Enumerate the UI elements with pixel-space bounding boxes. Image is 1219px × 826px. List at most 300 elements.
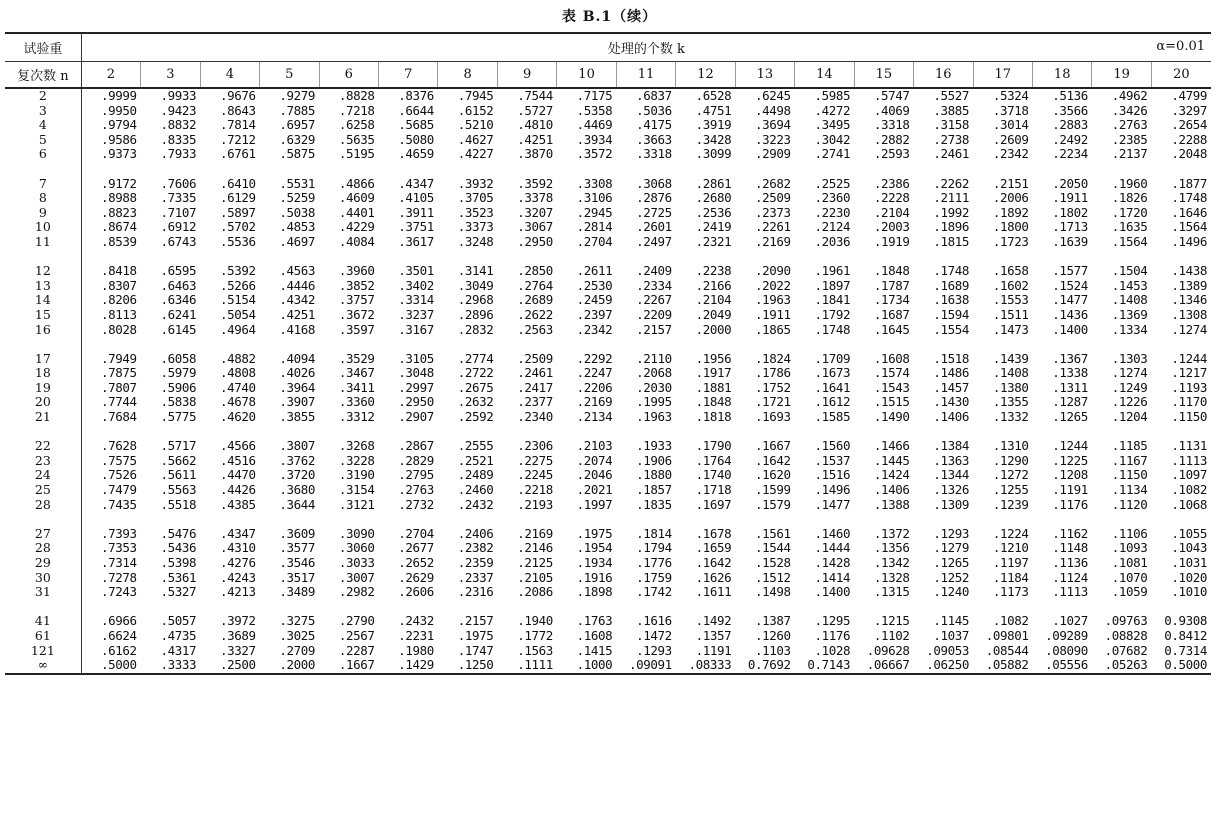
value-cell: .1113 [1052,584,1088,600]
value-cell: .1265 [1052,409,1088,425]
value-cell: 0.9308 [1164,613,1207,629]
value-cell: .1170 [1171,394,1207,410]
value-cell: .3333 [141,658,200,674]
value-cell: .2110 [636,350,672,366]
value-cell: .2169 [576,394,613,410]
value-cell: .3577 [279,540,316,556]
value-cell: .2022 [755,277,791,293]
value-cell: .3517 [279,569,316,585]
value-cell: .1055 [1171,525,1207,541]
value-cell: .2419 [695,219,732,235]
value-cell: .2151 [992,175,1029,191]
value-cell: .3121 [338,496,375,512]
table-row [5,571,1211,586]
value-cell: .1940 [517,613,553,629]
value-cell: .4659 [398,146,434,162]
value-cell: .6145 [160,321,197,337]
value-cell: .1608 [576,627,613,643]
value-cell: .1917 [695,365,732,381]
value-cell: .6837 [636,88,672,103]
value-cell: .3411 [338,379,375,395]
value-cell: .2377 [517,394,553,410]
table-row [5,104,1211,119]
value-cell: .3597 [338,321,375,337]
value-cell: .3694 [755,117,791,133]
value-cell: .06250 [914,658,973,674]
header-row-k [5,62,1211,89]
value-cell: .1428 [814,555,851,570]
k-column-header: 6 [319,62,378,89]
value-cell: .1167 [1111,452,1148,468]
spacer-cell [5,250,81,265]
value-cell: .5527 [933,88,970,103]
value-cell: .4446 [279,277,316,293]
value-cell: .5906 [160,379,197,395]
value-cell: 0.7143 [795,658,854,674]
value-cell: .1176 [814,627,851,643]
value-cell: .4251 [279,306,316,322]
value-cell: .3033 [338,555,375,570]
value-cell: .2530 [576,277,613,293]
value-cell: .5536 [219,233,256,249]
value-cell: .2006 [992,190,1029,206]
value-cell: .1191 [695,642,732,658]
value-cell: .1992 [933,204,970,220]
value-cell: .1723 [992,233,1029,249]
value-cell: .1293 [933,525,970,541]
value-cell: .5195 [338,146,375,162]
n-cell: 9 [5,206,81,221]
value-cell: .6644 [398,102,434,118]
value-cell: .1646 [1171,204,1207,220]
value-cell: .2500 [200,658,259,674]
value-cell: .1748 [1171,190,1207,206]
value-cell: .2593 [873,146,910,162]
value-cell: .1111 [497,658,556,674]
n-cell: 23 [5,454,81,469]
value-cell: .1310 [992,438,1029,454]
value-cell: .4563 [279,263,316,279]
value-cell: .1504 [1111,263,1148,279]
value-cell: .3248 [457,233,494,249]
value-cell: .1802 [1052,204,1088,220]
value-cell: .1334 [1111,321,1148,337]
value-cell: .2432 [398,613,434,629]
value-cell: .1477 [814,496,851,512]
value-cell: .1037 [933,627,970,643]
value-cell: .3402 [398,277,434,293]
value-cell: .1326 [933,482,970,498]
value-cell: .9172 [101,175,137,191]
value-cell: .1906 [636,452,672,468]
value-cell: .5038 [279,204,316,220]
value-cell: .6743 [160,233,197,249]
value-cell: .1208 [1052,467,1088,483]
value-cell: .08090 [1045,642,1088,658]
value-cell: .1960 [1111,175,1148,191]
value-cell: .09801 [985,627,1029,643]
value-cell: .5036 [636,102,672,118]
spacer-cell [81,600,1211,615]
value-cell: .1355 [992,394,1029,410]
value-cell: .3644 [279,496,316,512]
value-cell: .4620 [219,409,256,425]
value-cell: .3042 [814,131,851,147]
value-cell: .1786 [755,365,791,381]
value-cell: .5662 [160,452,197,468]
value-cell: .1239 [992,496,1029,512]
value-cell: .2907 [398,409,434,425]
value-cell: .3373 [457,219,494,235]
spacer-cell [5,600,81,615]
value-cell: .2169 [755,233,791,249]
value-cell: .7479 [101,482,137,498]
value-cell: .3964 [279,379,316,395]
value-cell: .1997 [576,496,613,512]
value-cell: .2306 [517,438,553,454]
value-cell: .3207 [517,204,553,220]
value-cell: .06667 [854,658,913,674]
value-cell: .1274 [1111,365,1148,381]
value-cell: .1492 [695,613,732,629]
value-cell: .2722 [457,365,494,381]
value-cell: .3546 [279,555,316,570]
value-cell: .4962 [1111,88,1148,103]
value-cell: .2157 [636,321,672,337]
value-cell: .3228 [338,452,375,468]
value-cell: .1734 [873,292,910,308]
value-cell: .1740 [695,467,732,483]
group-spacer [5,425,1211,440]
value-cell: .1027 [1052,613,1088,629]
value-cell: .5210 [457,117,494,133]
n-cell: 4 [5,118,81,133]
value-cell: .2409 [636,263,672,279]
value-cell: .2632 [457,394,494,410]
alpha-label: α=0.01 [1156,39,1205,54]
value-cell: .3467 [338,365,375,381]
value-cell: .2461 [933,146,970,162]
value-cell: .4627 [457,131,494,147]
value-cell: .3911 [398,204,434,220]
value-cell: .1826 [1111,190,1148,206]
value-cell: .3106 [576,190,613,206]
value-cell: .7393 [101,525,137,541]
value-cell: .2609 [992,131,1029,147]
value-cell: .7744 [101,394,137,410]
value-cell: .6463 [160,277,197,293]
value-cell: .3105 [398,350,434,366]
value-cell: .2137 [1111,146,1148,162]
value-cell: .5717 [160,438,197,454]
value-cell: .1031 [1171,555,1207,570]
value-cell: .5327 [160,584,197,600]
value-cell: .3689 [219,627,256,643]
value-cell: .09091 [616,658,675,674]
value-cell: .3312 [338,409,375,425]
value-cell: .1564 [1111,233,1148,249]
value-cell: .2492 [1052,131,1088,147]
spacer-cell [81,512,1211,527]
table-row [5,323,1211,338]
value-cell: .2267 [636,292,672,308]
n-cell: 12 [5,264,81,279]
value-cell: .3960 [338,263,375,279]
value-cell: .1642 [695,555,732,570]
value-cell: .3007 [338,569,375,585]
n-cell: 14 [5,293,81,308]
value-cell: .8643 [219,102,256,118]
value-cell: .2206 [576,379,613,395]
value-cell: .1608 [873,350,910,366]
value-cell: .4310 [219,540,256,556]
value-cell: .1148 [1052,540,1088,556]
value-cell: .1747 [457,642,494,658]
value-cell: .5838 [160,394,197,410]
value-cell: .3167 [398,321,434,337]
value-cell: .4469 [576,117,613,133]
value-cell: .2046 [576,467,613,483]
table-row [5,468,1211,483]
value-cell: .1356 [873,540,910,556]
value-cell: .1308 [1171,306,1207,322]
table-row [5,293,1211,308]
k-column-header: 14 [795,62,854,89]
value-cell: .5436 [160,540,197,556]
value-cell: .1561 [755,525,791,541]
value-cell: .2074 [576,452,613,468]
table-row [5,279,1211,294]
value-cell: .1515 [873,394,910,410]
value-cell: .1204 [1111,409,1148,425]
table-row [5,541,1211,556]
value-cell: .4026 [279,365,316,381]
group-spacer [5,250,1211,265]
value-cell: .5985 [814,88,851,103]
value-cell: .1554 [933,321,970,337]
value-cell: .2373 [755,204,791,220]
value-cell: .1303 [1111,350,1148,366]
value-cell: .2000 [260,658,319,674]
value-cell: .1916 [576,569,613,585]
value-cell: .5080 [398,131,434,147]
value-cell: .4213 [219,584,256,600]
value-cell: .1579 [755,496,791,512]
value-cell: .1453 [1111,277,1148,293]
value-cell: .1641 [814,379,851,395]
value-cell: .1835 [636,496,672,512]
value-cell: .1815 [933,233,970,249]
value-cell: .1602 [992,277,1029,293]
value-cell: .6058 [160,350,197,366]
value-cell: .1841 [814,292,851,308]
value-cell: .1995 [636,394,672,410]
value-cell: .2146 [517,540,553,556]
value-cell: .4347 [219,525,256,541]
value-cell: .1106 [1111,525,1148,541]
value-cell: .3048 [398,365,434,381]
value-cell: .5476 [160,525,197,541]
value-cell: .1338 [1052,365,1088,381]
table-row [5,220,1211,235]
value-cell: .1689 [933,277,970,293]
value-cell: .2763 [1111,117,1148,133]
value-cell: .2497 [636,233,672,249]
value-cell: .1787 [873,277,910,293]
value-cell: .1173 [992,584,1029,600]
table-row [5,235,1211,250]
value-cell: .2125 [517,555,553,570]
value-cell: .1752 [755,379,791,395]
value-cell: .5361 [160,569,197,585]
value-cell: .09763 [1104,613,1148,629]
table-row [5,527,1211,542]
k-column-header: 8 [438,62,497,89]
value-cell: .1150 [1111,467,1148,483]
value-cell: .1564 [1171,219,1207,235]
table-row [5,629,1211,644]
value-cell: .1028 [814,642,851,658]
value-cell: .1794 [636,540,672,556]
value-cell: .1136 [1052,555,1088,570]
value-cell: .7314 [101,555,137,570]
value-cell: .3718 [992,102,1029,118]
value-cell: .05882 [973,658,1032,674]
value-cell: .1528 [755,555,791,570]
value-cell: .2790 [338,613,375,629]
value-cell: .1265 [933,555,970,570]
value-cell: .1436 [1052,306,1088,322]
n-cell: 2 [5,88,81,104]
value-cell: .1240 [933,584,970,600]
value-cell: .4342 [279,292,316,308]
table-row [5,177,1211,192]
value-cell: .2909 [755,146,791,162]
value-cell: .2218 [517,482,553,498]
value-cell: .1848 [695,394,732,410]
value-cell: .2124 [814,219,851,235]
value-cell: .1934 [576,555,613,570]
value-cell: .6329 [279,131,316,147]
n-cell: 121 [5,644,81,659]
value-cell: .4243 [219,569,256,585]
k-column-header: 15 [854,62,913,89]
value-cell: .2105 [517,569,553,585]
value-cell: .3852 [338,277,375,293]
n-cell: 41 [5,614,81,629]
n-cell: 13 [5,279,81,294]
value-cell: .1444 [814,540,851,556]
value-cell: .4385 [219,496,256,512]
value-cell: .4105 [398,190,434,206]
value-cell: .3068 [636,175,672,191]
value-cell: .1145 [933,613,970,629]
value-cell: .2850 [517,263,553,279]
value-cell: .1249 [1111,379,1148,395]
value-cell: .4168 [279,321,316,337]
table-row [5,614,1211,629]
value-cell: .1113 [1171,452,1207,468]
group-spacer [5,600,1211,615]
value-cell: .8376 [398,88,434,103]
value-cell: .1103 [755,642,791,658]
value-cell: .1274 [1171,321,1207,337]
value-cell: .1635 [1111,219,1148,235]
value-cell: .2774 [457,350,494,366]
value-cell: .2704 [576,233,613,249]
value-cell: .1346 [1171,292,1207,308]
value-cell: .1599 [755,482,791,498]
value-cell: .4229 [338,219,375,235]
value-cell: .2611 [576,263,613,279]
value-cell: .1250 [438,658,497,674]
value-cell: .4084 [338,233,375,249]
value-cell: .2359 [457,555,494,570]
value-cell: .1082 [992,613,1029,629]
value-cell: .1328 [873,569,910,585]
value-cell: .1217 [1171,365,1207,381]
value-cell: .1477 [1052,292,1088,308]
k-title: 处理的个数 k [607,42,685,57]
value-cell: .9279 [279,88,316,103]
k-column-header: 20 [1151,62,1211,89]
value-cell: .1848 [873,263,910,279]
value-cell: .2157 [457,613,494,629]
value-cell: .2732 [398,496,434,512]
value-cell: .1759 [636,569,672,585]
value-cell: .1473 [992,321,1029,337]
value-cell: 0.7314 [1164,642,1207,658]
value-cell: .2968 [457,292,494,308]
value-cell: .1210 [992,540,1029,556]
value-cell: .6245 [755,88,791,103]
value-cell: .1367 [1052,350,1088,366]
value-cell: .2050 [1052,175,1088,191]
n-cell: 8 [5,191,81,206]
spacer-cell [5,162,81,177]
value-cell: .2555 [457,438,494,454]
value-cell: .7575 [101,452,137,468]
table-row [5,191,1211,206]
value-cell: .1344 [933,467,970,483]
value-cell: .5324 [992,88,1029,103]
value-cell: .2563 [517,321,553,337]
value-cell: .2867 [398,438,434,454]
value-cell: .2709 [279,642,316,658]
value-cell: .2238 [695,263,732,279]
value-cell: .1059 [1111,584,1148,600]
value-cell: .3099 [695,146,732,162]
value-cell: .1252 [933,569,970,585]
value-cell: .1963 [636,409,672,425]
value-cell: .4808 [219,365,256,381]
value-cell: .7945 [457,88,494,103]
value-cell: .1616 [636,613,672,629]
value-cell: .2342 [576,321,613,337]
value-cell: .1814 [636,525,672,541]
value-cell: .3297 [1171,102,1207,118]
value-cell: .1124 [1052,569,1088,585]
spacer-cell [81,425,1211,440]
n-cell: 3 [5,104,81,119]
value-cell: .2228 [873,190,910,206]
value-cell: .1975 [457,627,494,643]
value-cell: .1342 [873,555,910,570]
value-cell: .09628 [866,642,910,658]
value-cell: .1553 [992,292,1029,308]
value-cell: .1642 [755,452,791,468]
value-cell: .5154 [219,292,256,308]
